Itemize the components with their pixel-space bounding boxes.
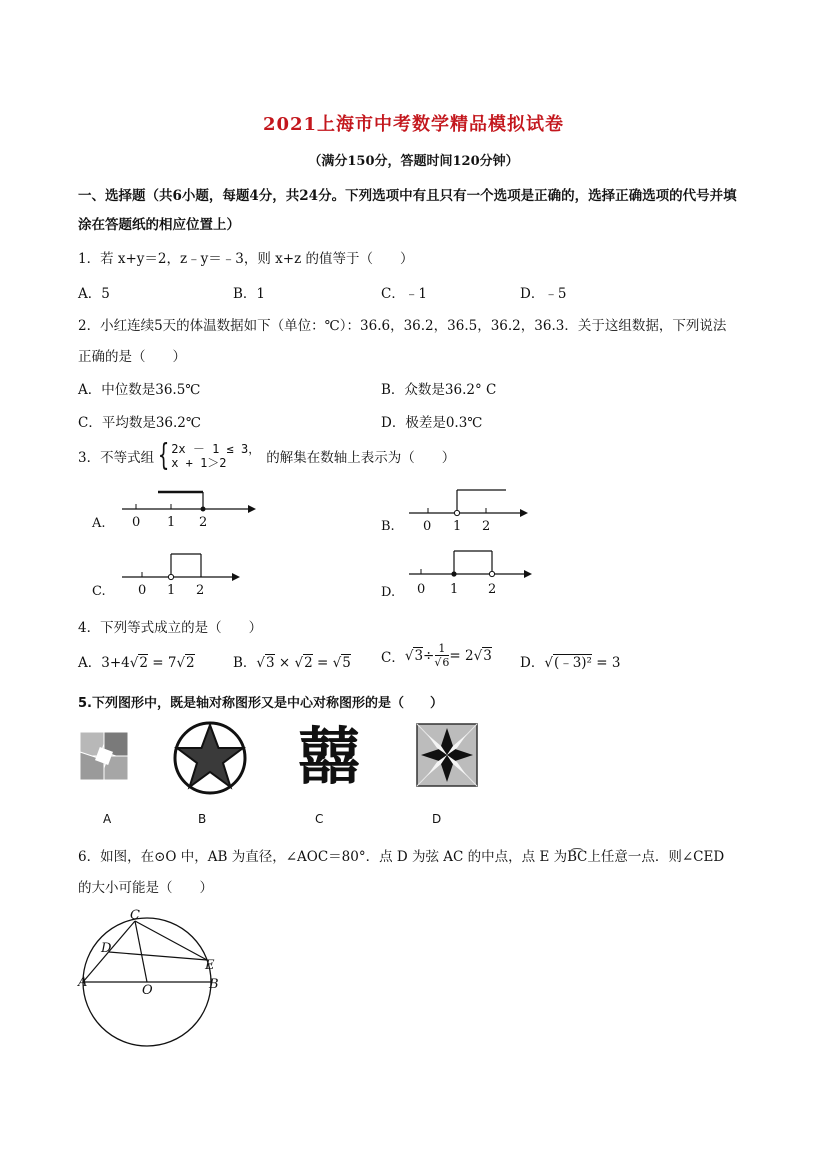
q3-number-lines xyxy=(0,480,827,610)
inequality-system xyxy=(154,438,261,473)
page-subtitle: （满分150分，答题时间120分钟） xyxy=(308,154,519,169)
radicand: 2 xyxy=(139,655,148,671)
q5-label-d: D xyxy=(432,812,442,826)
radicand: 3 xyxy=(414,648,424,664)
q6-stem-line2: 的大小可能是（ ） xyxy=(78,880,213,896)
brace-icon: { xyxy=(157,438,170,473)
q1-option-c: C．﹣1 xyxy=(381,286,427,302)
section-heading: 一、选择题（共6小题，每题4分，共24分。下列选项中有且只有一个选项是正确的，选择正确选项的代号并填涂在答题纸的相应位置上） xyxy=(78,188,737,233)
q4-b-eq: = xyxy=(312,655,333,671)
q3-suffix: 的解集在数轴上表示为（ ） xyxy=(266,450,456,466)
tick-1: 1 xyxy=(167,515,176,530)
q4-b-prefix: B． xyxy=(233,655,257,671)
fraction-numerator: 1 xyxy=(435,642,448,656)
q3-prefix: 3．不等式组 xyxy=(78,450,155,466)
q3-label-c: C. xyxy=(92,584,106,599)
point-a: A xyxy=(78,975,88,990)
q2-stem-line2: 正确的是（ ） xyxy=(78,349,186,365)
tick-1: 1 xyxy=(450,582,459,597)
number-line-c xyxy=(122,554,240,598)
q1-option-b: B．1 xyxy=(233,286,266,302)
point-d: D xyxy=(101,941,112,956)
q6-stem-line1: 6．如图，在⊙O 中，AB 为直径，∠AOC＝80°．点 D 为弦 AC 的中点，点 E 为B͡C上任意一点．则∠CED xyxy=(78,849,725,865)
q5-figure-d xyxy=(413,720,481,790)
q2-stem-line1: 2．小红连续5天的体温数据如下（单位：℃）：36.6，36.2，36.5，36.2，36.3．关于这组数据，下列说法 xyxy=(78,318,727,334)
point-o: O xyxy=(142,983,153,998)
q4-d-prefix: D． xyxy=(520,655,545,671)
q4-c-eq: = 2 xyxy=(449,647,474,664)
q2-option-a: A．中位数是36.5℃ xyxy=(78,382,201,398)
q6-circle-diagram xyxy=(70,905,230,1055)
q4-stem: 4．下列等式成立的是（ ） xyxy=(78,620,263,636)
q4-c-prefix: C． xyxy=(381,649,405,666)
radicand: 3 xyxy=(483,648,492,664)
point-b: B xyxy=(209,977,219,992)
q4-a-mid: = 7 xyxy=(147,655,177,671)
tick-0: 0 xyxy=(132,515,141,530)
q5-label-a: A xyxy=(103,812,112,826)
radicand: 5 xyxy=(342,655,351,671)
sqrt-icon: √ xyxy=(176,655,186,671)
sqrt-icon: √ xyxy=(256,655,266,671)
q1-stem: 1．若 x+y＝2，z﹣y＝﹣3，则 x+z 的值等于（ ） xyxy=(78,251,414,267)
q2-option-d: D．极差是0.3℃ xyxy=(381,415,483,431)
tick-2: 2 xyxy=(196,583,205,598)
tick-2: 2 xyxy=(488,582,497,597)
q5-figure-c: 囍 xyxy=(298,720,361,793)
tick-2: 2 xyxy=(482,519,491,534)
number-line-b xyxy=(409,490,528,534)
tick-1: 1 xyxy=(453,519,462,534)
tick-0: 0 xyxy=(138,583,147,598)
inequality-1: 2x － 1 ≤ 3， xyxy=(171,442,261,456)
q1-option-a: A．5 xyxy=(78,286,110,302)
q5-figure-b xyxy=(172,720,252,796)
q1-option-d: D．﹣5 xyxy=(520,286,567,302)
radicand: 2 xyxy=(186,655,195,671)
q4-c-div: ÷ xyxy=(423,647,435,664)
radicand: 3 xyxy=(266,655,275,671)
sqrt-icon: √ xyxy=(544,655,553,671)
q4-option-b xyxy=(233,651,351,671)
q5-figure-a xyxy=(78,722,132,786)
sqrt-icon: √ xyxy=(434,656,442,669)
sqrt-icon: √ xyxy=(129,655,139,671)
q3-label-b: B. xyxy=(381,519,395,534)
radicand: (﹣3)² xyxy=(553,655,592,671)
q4-a-prefix: A．3+4 xyxy=(78,655,130,671)
number-line-a xyxy=(122,492,256,530)
sqrt-icon: √ xyxy=(473,647,483,664)
tick-2: 2 xyxy=(199,515,208,530)
tick-0: 0 xyxy=(423,519,432,534)
point-c: C xyxy=(130,908,140,923)
fraction-denominator: 6 xyxy=(442,656,450,669)
point-e: E xyxy=(205,958,215,973)
q2-option-b: B．众数是36.2° C xyxy=(381,382,497,398)
number-line-d xyxy=(409,551,532,597)
q5-stem: 5.下列图形中，既是轴对称图形又是中心对称图形的是（ ） xyxy=(78,696,443,711)
q5-label-c: C xyxy=(315,812,324,826)
sqrt-icon: √ xyxy=(404,647,414,664)
q5-label-b: B xyxy=(198,812,207,826)
q2-option-c: C．平均数是36.2℃ xyxy=(78,415,201,431)
q4-b-mid: × xyxy=(274,655,295,671)
q3-label-d: D. xyxy=(381,585,396,600)
q4-option-a xyxy=(78,651,195,671)
q4-option-c xyxy=(381,642,492,669)
tick-1: 1 xyxy=(167,583,176,598)
q4-d-eq: = 3 xyxy=(591,655,621,671)
q4-option-d xyxy=(520,651,620,671)
page-title: 2021上海市中考数学精品模拟试卷 xyxy=(262,114,565,135)
sqrt-icon: √ xyxy=(294,655,304,671)
fraction xyxy=(434,642,449,669)
radicand: 2 xyxy=(304,655,313,671)
sqrt-icon: √ xyxy=(332,655,342,671)
q3-label-a: A. xyxy=(92,516,106,531)
tick-0: 0 xyxy=(417,582,426,597)
inequality-2: x + 1＞2 xyxy=(171,456,227,470)
q3-stem xyxy=(78,438,456,473)
